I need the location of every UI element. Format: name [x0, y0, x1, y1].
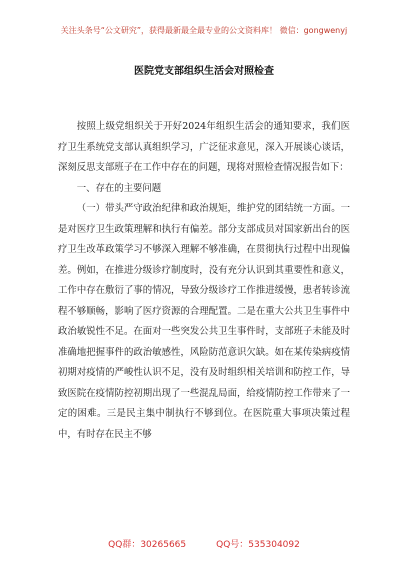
header-banner[interactable]: 关注头条号“公文研究”，获得最新最全最专业的公文资料库！ 微信：gongwenyj	[60, 26, 348, 35]
section-heading: 一、存在的主要问题	[76, 182, 162, 194]
document-body	[58, 117, 350, 445]
qq-number: QQ号：535304092	[216, 540, 300, 550]
footer-contact	[0, 540, 408, 551]
qq-group: QQ群：30265665	[108, 540, 187, 550]
document-title: 医院党支部组织生活会对照检查	[134, 66, 274, 77]
body-paragraph: （一）带头严守政治纪律和政治规矩，维护党的团结统一方面。一是对医疗卫生政策理解和执行有偏差。部分支部成员对国家新出台的医疗卫生改革政策学习不够深入理解不够准确，在贯彻执行过程中出现偏差。例如，在推进分级诊疗制度时，没有充分认识到其重要性和意义，工作中存在敷衍了事的情况，导致分级诊疗工作推进缓慢，患者转诊流程不够顺畅，影响了医疗资源的合理配置。二是在重大公共卫生事件中政治敏锐性不足。在面对一些突发公共卫生事件时，支部班子未能及时准确地把握事件的政治敏感性，风险防范意识欠缺。如在某传染病疫情初期对疫情的严峻性认识不足，没有及时组织相关培训和防控工作，导致医院在疫情防控初期出现了一些混乱局面，给疫情防控工作带来了一定的困难。三是民主集中制执行不够到位。在医院重大事项决策过程中，有时存在民主不够	[58, 203, 350, 440]
intro-paragraph: 按照上级党组织关于开好2024年组织生活会的通知要求，我们医疗卫生系统党支部认真组织学习，广泛征求意见，深入开展谈心谈话，深刻反思支部班子在工作中存在的问题，现将对照检查情况报告如下：	[58, 121, 350, 173]
